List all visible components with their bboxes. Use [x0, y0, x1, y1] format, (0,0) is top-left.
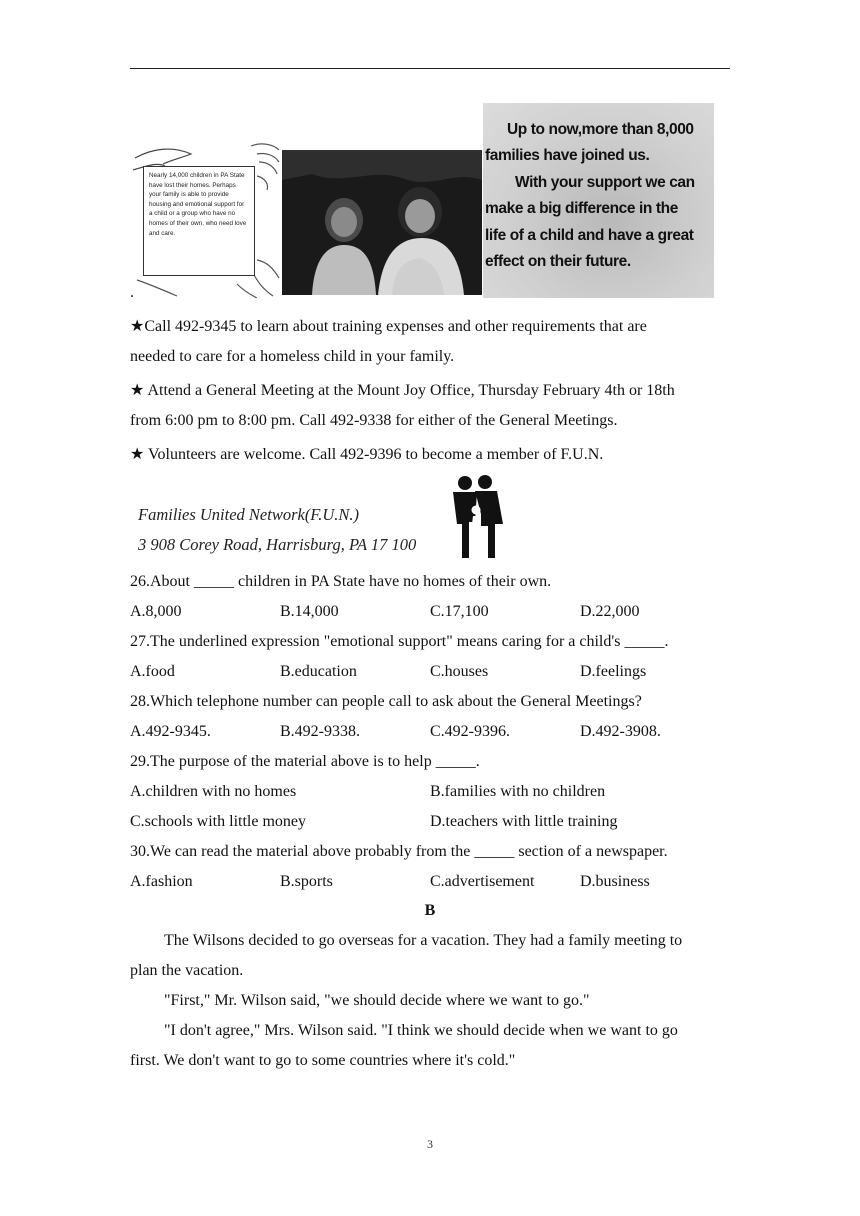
- slogan-panel: [483, 103, 714, 298]
- slogan-line-6: effect on their future.: [485, 253, 631, 270]
- q28-option-c: C.492-9396.: [430, 723, 510, 740]
- q27-option-a: A.food: [130, 663, 175, 680]
- q29-option-b: B.families with no children: [430, 783, 606, 800]
- page-number: 3: [427, 1137, 433, 1151]
- organization-block: [138, 500, 416, 560]
- q28-option-b: B.492-9338.: [280, 723, 360, 740]
- section-b-heading: B: [424, 902, 436, 919]
- bullet-2-line-1: ★ Attend a General Meeting at the Mount Joy Office, Thursday February 4th or 18th: [130, 382, 675, 399]
- slogan-line-4: make a big difference in the: [485, 200, 678, 217]
- question-29: 29.The purpose of the material above is to help _____.: [130, 753, 480, 770]
- q29-option-a: A.children with no homes: [130, 783, 297, 800]
- q29-option-d: D.teachers with little training: [430, 813, 618, 830]
- stray-dot: .: [130, 284, 134, 301]
- header-rule: [130, 68, 730, 69]
- slogan-line-1: Up to now,more than 8,000: [507, 121, 694, 138]
- children-photo-image: [282, 150, 482, 295]
- bullet-2-line-2: from 6:00 pm to 8:00 pm. Call 492-9338 for either of the General Meetings.: [130, 412, 618, 429]
- q27-option-d: D.feelings: [580, 663, 647, 680]
- q27-option-b: B.education: [280, 663, 357, 680]
- section-b-p1-line-2: plan the vacation.: [130, 962, 244, 979]
- section-b-p3-line-2: first. We don't want to go to some countries where it's cold.": [130, 1052, 516, 1069]
- q29-option-c: C.schools with little money: [130, 813, 306, 830]
- question-28: 28.Which telephone number can people call to ask about the General Meetings?: [130, 693, 642, 710]
- q30-option-d: D.business: [580, 873, 650, 890]
- slogan-line-5: life of a child and have a great: [485, 227, 694, 244]
- question-30: 30.We can read the material above probably from the _____ section of a newspaper.: [130, 843, 668, 860]
- q27-option-c: C.houses: [430, 663, 489, 680]
- question-27: 27.The underlined expression "emotional support" means caring for a child's _____.: [130, 633, 669, 650]
- organization-address: 3 908 Corey Road, Harrisburg, PA 17 100: [138, 535, 417, 554]
- question-26: 26.About _____ children in PA State have no homes of their own.: [130, 573, 552, 590]
- family-logo-icon: [445, 474, 507, 560]
- q30-option-b: B.sports: [280, 873, 333, 890]
- flyer-note-panel: [133, 140, 281, 298]
- section-b-p1-line-1: The Wilsons decided to go overseas for a vacation. They had a family meeting to: [164, 932, 683, 949]
- bullet-1-line-1: ★Call 492-9345 to learn about training expenses and other requirements that are: [130, 318, 647, 335]
- bullet-1-line-2: needed to care for a homeless child in your family.: [130, 348, 455, 365]
- q30-option-c: C.advertisement: [430, 873, 535, 890]
- q26-option-c: C.17,100: [430, 603, 489, 620]
- section-b-p2: "First," Mr. Wilson said, "we should decide where we want to go.": [164, 992, 590, 1009]
- q26-option-d: D.22,000: [580, 603, 640, 620]
- slogan-line-2: families have joined us.: [485, 147, 650, 164]
- slogan-line-3: With your support we can: [515, 174, 695, 191]
- section-b-p3-line-1: "I don't agree," Mrs. Wilson said. "I think we should decide when we want to go: [164, 1022, 678, 1039]
- flyer-note-text: Nearly 14,000 children in PA State have lost their homes. Perhaps your family is able to provide housing and emotional support for a child or a group who have no homes of their own, who need love and care.: [143, 166, 255, 276]
- q28-option-a: A.492-9345.: [130, 723, 211, 740]
- q26-option-b: B.14,000: [280, 603, 339, 620]
- q28-option-d: D.492-3908.: [580, 723, 661, 740]
- q26-option-a: A.8,000: [130, 603, 182, 620]
- bullet-3-line-1: ★ Volunteers are welcome. Call 492-9396 to become a member of F.U.N.: [130, 446, 604, 463]
- q30-option-a: A.fashion: [130, 873, 193, 890]
- children-photo: [282, 150, 482, 295]
- organization-name: Families United Network(F.U.N.): [138, 505, 360, 524]
